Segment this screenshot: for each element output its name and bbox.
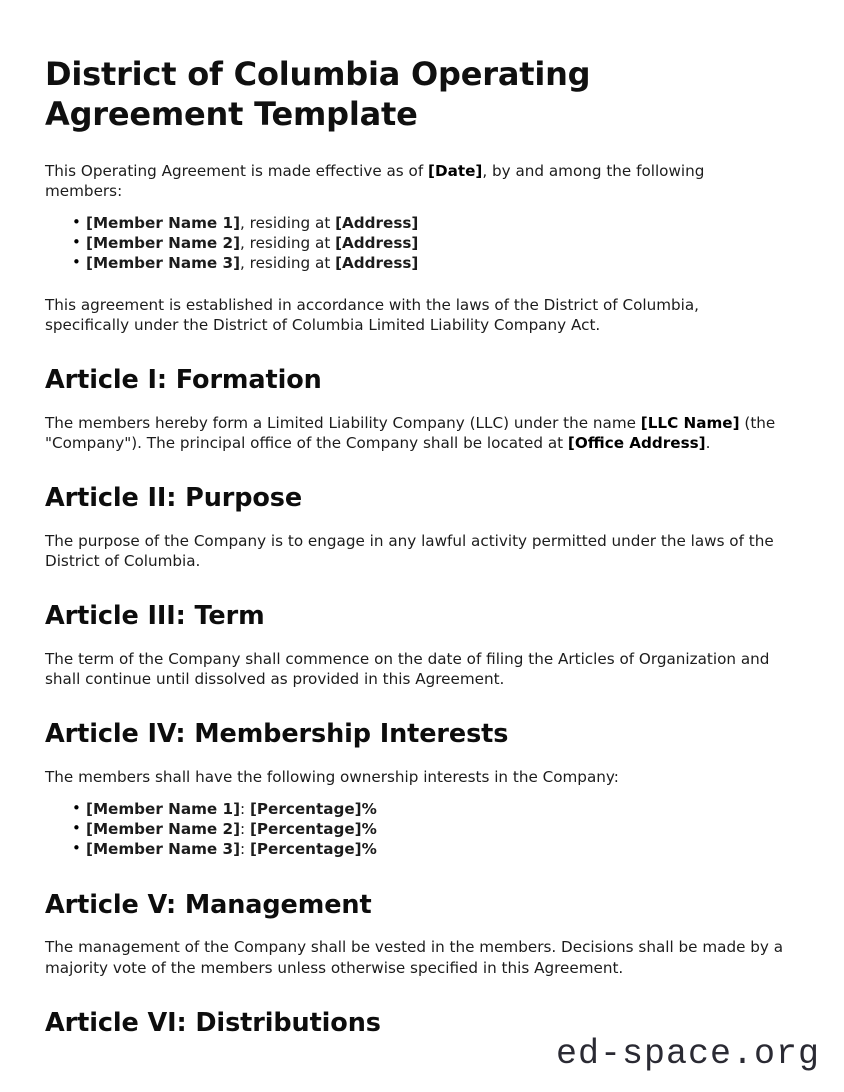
article-1-text-3: . [705, 434, 711, 453]
office-address-placeholder: [Office Address] [567, 434, 706, 453]
list-item [45, 800, 785, 820]
membership-interest-list [45, 787, 785, 860]
member-address: [Address] [335, 214, 419, 233]
interest-member-name: [Member Name 3] [86, 839, 241, 858]
member-address: [Address] [335, 233, 419, 252]
article-1-body [45, 396, 785, 453]
article-4-body: The members shall have the following ownership interests in the Company: [45, 767, 619, 786]
heading-article-3: Article III: Term [45, 601, 265, 632]
heading-article-1: Article I: Formation [45, 365, 322, 396]
list-item [45, 214, 785, 234]
interest-member-name: [Member Name 2] [86, 820, 241, 839]
list-item [45, 840, 785, 860]
interest-separator: : [240, 820, 250, 839]
member-name: [Member Name 1] [86, 214, 241, 233]
article-1-text-2: (the "Company"). The principal office of the Company shall be located at [45, 413, 776, 453]
interest-separator: : [240, 839, 250, 858]
member-residing-text: , residing at [240, 233, 336, 252]
article-2-body: The purpose of the Company is to engage in any lawful activity permitted under the laws of the District of Columbia. [45, 531, 774, 571]
intro-text-after-date: , by and among the following members: [45, 161, 705, 200]
member-name: [Member Name 3] [86, 253, 241, 272]
llc-name-placeholder: [LLC Name] [640, 413, 740, 432]
governing-law-paragraph: This agreement is established in accordance with the laws of the District of Columbia, specifically under the District of Columbia Limited Liability Company Act. [45, 295, 699, 334]
page-title: District of Columbia Operating Agreement Template [45, 55, 591, 134]
heading-article-5: Article V: Management [45, 889, 372, 920]
member-name: [Member Name 2] [86, 233, 241, 252]
article-5-body: The management of the Company shall be vested in the members. Decisions shall be made by a majority vote of the members unless otherwise specified in this Agreement. [45, 938, 784, 977]
intro-text-before-date: This Operating Agreement is made effective as of [45, 161, 429, 180]
date-placeholder: [Date] [428, 161, 483, 180]
document-content [45, 0, 785, 1038]
interest-percentage: [Percentage]% [249, 800, 377, 819]
member-list [45, 201, 785, 274]
article-3-body: The term of the Company shall commence on the date of filing the Articles of Organization and shall continue until dissolved as provided in this Agreement. [45, 649, 770, 689]
heading-article-2: Article II: Purpose [45, 483, 303, 514]
article-1-text-1: The members hereby form a Limited Liability Company (LLC) under the name [45, 413, 641, 432]
heading-article-4: Article IV: Membership Interests [45, 719, 509, 750]
member-residing-text: , residing at [240, 253, 336, 272]
interest-percentage: [Percentage]% [249, 839, 377, 858]
interest-member-name: [Member Name 1] [86, 800, 241, 819]
intro-paragraph [45, 135, 785, 201]
list-item [45, 820, 785, 840]
interest-separator: : [240, 800, 250, 819]
heading-article-6: Article VI: Distributions [45, 1007, 381, 1038]
watermark: ed-space.org [555, 1034, 820, 1074]
interest-percentage: [Percentage]% [249, 820, 377, 839]
member-residing-text: , residing at [240, 214, 336, 233]
member-address: [Address] [335, 253, 419, 272]
list-item [45, 254, 785, 274]
list-item [45, 234, 785, 254]
